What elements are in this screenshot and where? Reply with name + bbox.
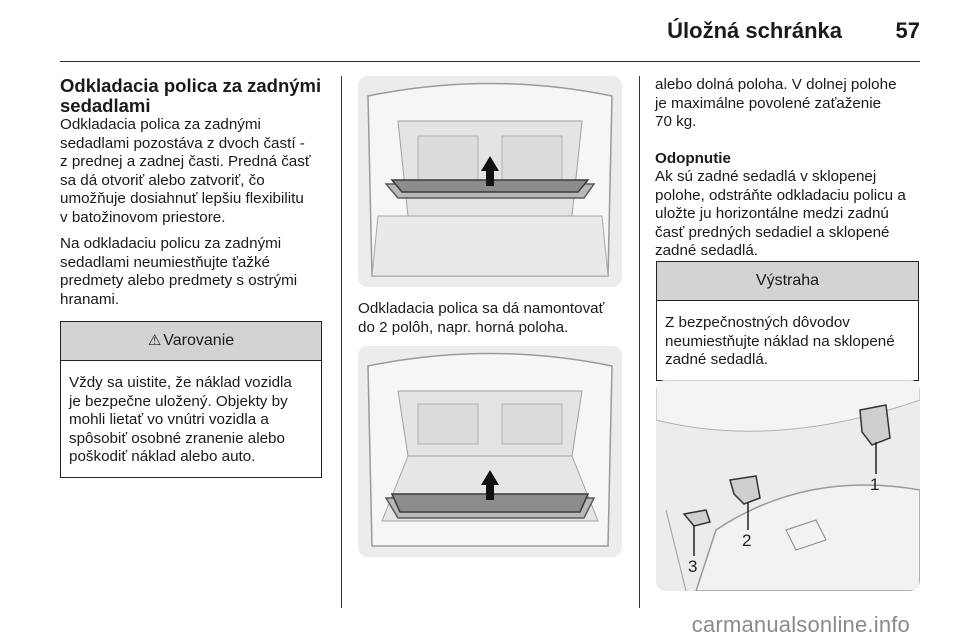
lower-position-paragraph: alebo dolná poloha. V dolnej polohe je maximálne povolené zaťaženie 70 kg. bbox=[655, 76, 897, 130]
subheading-unclip: Odopnutie bbox=[655, 149, 731, 167]
callout-1: 1 bbox=[870, 475, 880, 494]
warning-box bbox=[60, 321, 322, 478]
figure-shelf-mount-points bbox=[656, 380, 920, 591]
page-header-title: Úložná schránka bbox=[667, 18, 842, 43]
warning-header: ⚠ Varovanie bbox=[61, 322, 321, 361]
column-divider-right bbox=[639, 76, 640, 608]
caution-box bbox=[656, 261, 919, 381]
intro-paragraph: Odkladacia polica za zadnými sedadlami pozostáva z dvoch častí - z prednej a zadnej časti. Predná časť sa dá otvoriť alebo zatvoriť, čo umožňuje dosiahnuť lepšiu flexibilitu v batožinovom priestore. bbox=[60, 116, 311, 226]
column-1 bbox=[60, 76, 330, 478]
callout-3: 3 bbox=[688, 557, 698, 576]
caution-text: Z bezpečnostných dôvodov neumiestňujte náklad na sklopené zadné sedadlá. bbox=[665, 314, 895, 368]
figure-shelf-lower-position bbox=[358, 346, 622, 557]
warning-text: Vždy sa uistite, že náklad vozidla je bezpečne uložený. Objekty by mohli lietať vo vnútri vozidla a spôsobiť osobné zranenie alebo poškodiť náklad alebo auto. bbox=[69, 374, 292, 465]
figure-shelf-upper-position bbox=[358, 76, 622, 287]
caution-header: Výstraha bbox=[657, 262, 918, 301]
page-number: 57 bbox=[895, 18, 920, 43]
header-divider bbox=[60, 61, 920, 62]
column-divider-left bbox=[341, 76, 342, 608]
load-paragraph: Na odkladaciu policu za zadnými sedadlami neumiestňujte ťažké predmety alebo predmety s ostrými hranami. bbox=[60, 235, 298, 308]
warning-triangle-icon: ⚠ bbox=[147, 331, 162, 349]
callout-2: 2 bbox=[742, 531, 752, 550]
watermark: carmanualsonline.info bbox=[691, 612, 910, 637]
figure-caption: Odkladacia polica sa dá namontovať do 2 polôh, napr. horná poloha. bbox=[358, 300, 605, 336]
column-3 bbox=[655, 76, 925, 269]
removal-paragraph: Ak sú zadné sedadlá v sklopenej polohe, odstráňte odkladaciu policu a uložte ju horizontálne medzi zadnú časť predných sedadiel a sklopené zadné sedadlá. bbox=[655, 168, 906, 259]
section-heading: Odkladacia polica za zadnými sedadlami bbox=[60, 75, 322, 116]
